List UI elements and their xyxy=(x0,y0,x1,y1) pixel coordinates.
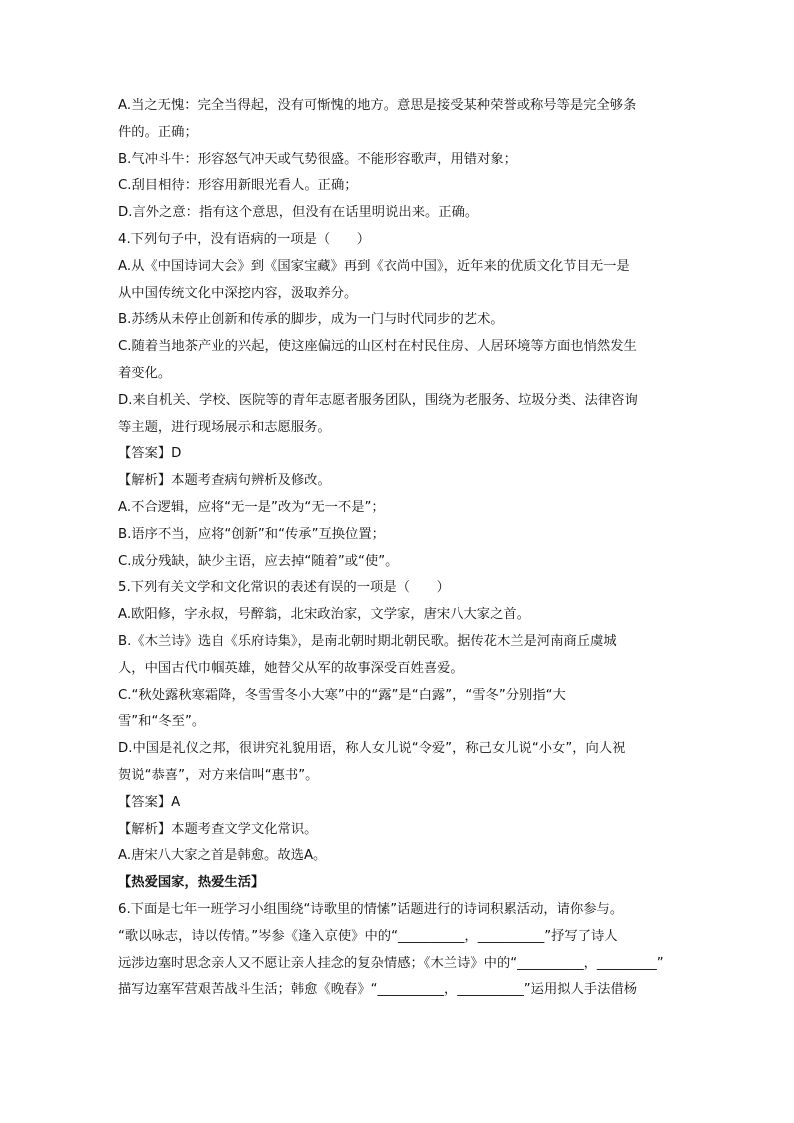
text-line: 件的。正确； xyxy=(118,124,198,140)
text-line: B.语序不当，应将“创新”和“传承”互换位置； xyxy=(118,526,385,542)
text-line: D.中国是礼仪之邦，很讲究礼貌用语，称人女儿说“令爱”，称己女儿说“小女”，向人祝 xyxy=(118,741,626,757)
text-line: “歌以咏志，诗以传情。”岑参《逢入京使》中的“__________，__________”抒写了诗人 xyxy=(118,928,618,944)
text-line: 雪”和“冬至”。 xyxy=(118,714,206,730)
analysis-label: 【解析】本题考查文学文化常识。 xyxy=(118,821,318,837)
text-line: B.苏绣从未停止创新和传承的脚步，成为一门与时代同步的艺术。 xyxy=(118,312,504,328)
text-line: C.“秋处露秋寒霜降，冬雪雪冬小大寒”中的“露”是“白露”，“雪冬”分别指“大 xyxy=(118,687,566,703)
text-line: B.气冲斗牛：形容怒气冲天或气势很盛。不能形容歌声，用错对象； xyxy=(118,151,517,167)
text-line: 描写边塞军营艰苦战斗生活；韩愈《晚春》“__________，__________”运用拟人手法借杨 xyxy=(118,982,638,998)
text-line: 人，中国古代巾帼英雄，她替父从军的故事深受百姓喜爱。 xyxy=(118,660,464,676)
text-line: C.成分残缺，缺少主语，应去掉“随着”或“使”。 xyxy=(118,553,399,569)
text-line: C.刮目相待：形容用新眼光看人。正确； xyxy=(118,178,358,194)
document-page xyxy=(118,93,678,1004)
text-line: 贺说“恭喜”，对方来信叫“惠书”。 xyxy=(118,767,319,783)
text-line: A.当之无愧：完全当得起，没有可惭愧的地方。意思是接受某种荣誉或称号等是完全够条 xyxy=(118,98,637,113)
text-line: 从中国传统文化中深挖内容，汲取养分。 xyxy=(118,285,358,301)
text-line: 远涉边塞时思念亲人又不愿让亲人挂念的复杂情感；《木兰诗》中的“__________，_________” xyxy=(118,955,664,971)
section-heading: 【热爱国家，热爱生活】 xyxy=(118,875,265,891)
analysis-label: 【解析】本题考查病句辨析及修改。 xyxy=(118,473,331,489)
text-line: C.随着当地茶产业的兴起，使这座偏远的山区村在村民住房、人居环境等方面也悄然发生 xyxy=(118,339,637,355)
text-line: B.《木兰诗》选自《乐府诗集》，是南北朝时期北朝民歌。据传花木兰是河南商丘虞城 xyxy=(118,633,617,649)
text-line: D.言外之意：指有这个意思，但没有在话里明说出来。正确。 xyxy=(118,205,479,221)
text-line: 等主题，进行现场展示和志愿服务。 xyxy=(118,419,331,435)
text-line: A.欧阳修，字永叔，号醉翁，北宋政治家，文学家，唐宋八大家之首。 xyxy=(118,607,530,623)
question-5-stem: 5.下列有关文学和文化常识的表述有误的一项是（ ） xyxy=(118,580,450,596)
text-line: 着变化。 xyxy=(118,365,172,381)
text-line: A.唐宋八大家之首是韩愈。故选A。 xyxy=(118,848,327,864)
text-line: D.来自机关、学校、医院等的青年志愿者服务团队，围绕为老服务、垃圾分类、法律咨询 xyxy=(118,392,638,408)
answer-label: 【答案】D xyxy=(118,446,182,462)
answer-label: 【答案】A xyxy=(118,794,181,810)
text-line: A.不合逻辑，应将“无一是”改为“无一不是”； xyxy=(118,499,385,515)
question-4-stem: 4.下列句子中，没有语病的一项是（ ） xyxy=(118,231,371,247)
text-line: A.从《中国诗词大会》到《国家宝藏》再到《衣尚中国》，近年来的优质文化节目无一是 xyxy=(118,258,630,274)
question-6-stem: 6.下面是七年一班学习小组围绕“诗歌里的情愫”话题进行的诗词积累活动，请你参与。 xyxy=(118,901,624,917)
